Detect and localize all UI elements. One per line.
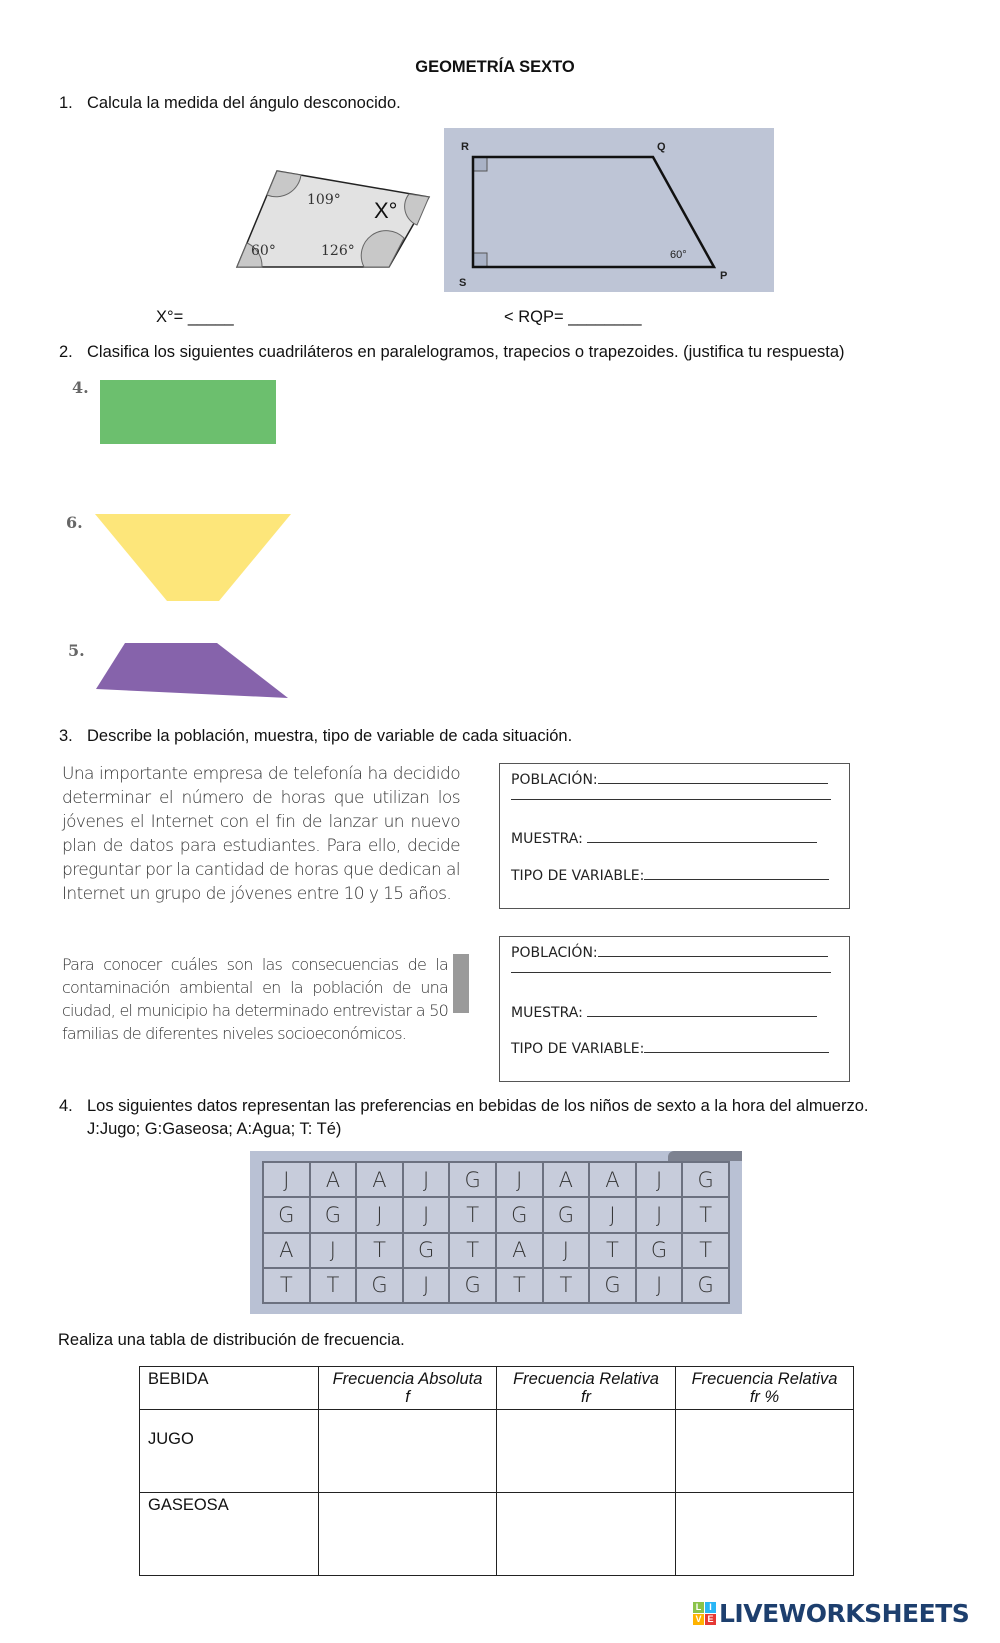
vertex-label-q: Q bbox=[657, 141, 666, 153]
grid-cell: T bbox=[310, 1268, 357, 1303]
grid-cell: J bbox=[543, 1233, 590, 1268]
grid-cell: T bbox=[449, 1197, 496, 1232]
grid-cell: G bbox=[543, 1197, 590, 1232]
frequency-table bbox=[139, 1366, 854, 1576]
grid-row bbox=[263, 1197, 729, 1232]
grid-cell: T bbox=[682, 1233, 729, 1268]
green-rectangle bbox=[100, 380, 276, 444]
header-text: Frecuencia Absoluta bbox=[332, 1370, 483, 1388]
tipo-variable-input[interactable] bbox=[644, 868, 829, 880]
tipo-variable-input[interactable] bbox=[644, 1041, 829, 1053]
page-title: GEOMETRÍA SEXTO bbox=[415, 58, 575, 76]
grid-cell: A bbox=[496, 1233, 543, 1268]
vertex-label-r: R bbox=[461, 141, 469, 153]
grid-cell: T bbox=[449, 1233, 496, 1268]
poblacion-input-line2[interactable] bbox=[511, 788, 831, 800]
logo-badge bbox=[693, 1602, 716, 1625]
angle-label: 60° bbox=[670, 249, 687, 261]
header-symbol: f bbox=[405, 1388, 410, 1406]
grid-cell: J bbox=[263, 1162, 310, 1197]
grid-cell: J bbox=[636, 1162, 683, 1197]
question-4-text: Los siguientes datos representan las preferencias en bebidas de los niños de sexto a la hora del almuerzo. bbox=[87, 1097, 869, 1115]
logo-badge-letter: I bbox=[705, 1602, 716, 1613]
angle-label: 60° bbox=[251, 243, 276, 259]
instruction-text: Realiza una tabla de distribución de frecuencia. bbox=[58, 1331, 405, 1349]
purple-trapezoid bbox=[95, 643, 295, 701]
header-text: Frecuencia Relativa bbox=[691, 1370, 838, 1388]
angle-label: 126° bbox=[321, 243, 355, 259]
grid-cell: A bbox=[543, 1162, 590, 1197]
question-number: 1. bbox=[59, 94, 73, 112]
cell-input[interactable] bbox=[676, 1410, 854, 1493]
cell-input[interactable] bbox=[497, 1493, 676, 1576]
grid-cell: T bbox=[356, 1233, 403, 1268]
yellow-trapezoid bbox=[95, 514, 295, 604]
answer-rqp-field[interactable]: < RQP= ________ bbox=[504, 308, 642, 326]
unknown-angle-label: X° bbox=[374, 198, 398, 223]
grid-row bbox=[263, 1162, 729, 1197]
vertex-label-p: P bbox=[720, 270, 728, 282]
grid-cell: G bbox=[636, 1233, 683, 1268]
tipo-variable-label: TIPO DE VARIABLE: bbox=[511, 1041, 645, 1057]
muestra-label: MUESTRA: bbox=[511, 1005, 583, 1021]
muestra-input[interactable] bbox=[587, 831, 817, 843]
grid-cell: G bbox=[356, 1268, 403, 1303]
logo-badge-letter: L bbox=[693, 1602, 704, 1613]
vertex-label-s: S bbox=[459, 277, 467, 289]
liveworksheets-logo bbox=[693, 1599, 969, 1628]
question-1-text: Calcula la medida del ángulo desconocido. bbox=[87, 94, 401, 112]
cell-input[interactable] bbox=[319, 1493, 497, 1576]
grid-cell: J bbox=[310, 1233, 357, 1268]
grid-cell: G bbox=[589, 1268, 636, 1303]
cell-input[interactable] bbox=[676, 1493, 854, 1576]
poblacion-label: POBLACIÓN: bbox=[511, 945, 598, 961]
grid-cell: J bbox=[589, 1197, 636, 1232]
grid-cell: G bbox=[310, 1197, 357, 1232]
poblacion-input[interactable] bbox=[598, 945, 828, 957]
grid-cell: G bbox=[682, 1268, 729, 1303]
trapezoid-figure bbox=[444, 128, 774, 292]
tipo-variable-label: TIPO DE VARIABLE: bbox=[511, 868, 645, 884]
header-frecuencia-absoluta bbox=[319, 1367, 497, 1410]
grid-cell: J bbox=[403, 1162, 450, 1197]
shape-label: 4. bbox=[72, 378, 89, 397]
shape-label: 5. bbox=[68, 641, 85, 660]
row-label-gaseosa: GASEOSA bbox=[140, 1493, 319, 1576]
grid-cell: T bbox=[682, 1197, 729, 1232]
grid-cell: T bbox=[543, 1268, 590, 1303]
question-4-legend: J:Jugo; G:Gaseosa; A:Agua; T: Té) bbox=[87, 1120, 342, 1138]
grid-row bbox=[263, 1233, 729, 1268]
poblacion-input-line2[interactable] bbox=[511, 961, 831, 973]
answer-x-field[interactable]: X°= _____ bbox=[156, 308, 234, 326]
answer-box-1 bbox=[499, 763, 850, 909]
grid-cell: T bbox=[496, 1268, 543, 1303]
grid-cell: J bbox=[636, 1268, 683, 1303]
cell-input[interactable] bbox=[497, 1410, 676, 1493]
header-symbol: fr % bbox=[749, 1388, 780, 1406]
muestra-label: MUESTRA: bbox=[511, 831, 583, 847]
grid-cell: T bbox=[263, 1268, 310, 1303]
grid-cell: J bbox=[636, 1197, 683, 1232]
situation-1-text: Una importante empresa de telefonía ha decidido determinar el número de horas que utilizan los jóvenes el Internet con el fin de lanzar un nuevo plan de datos para estudiantes. Para ello, decide preguntar por la cantidad de horas que dedican al Internet un grupo de jóvenes entre 10 y 15 años. bbox=[62, 764, 460, 904]
grid-cell: G bbox=[682, 1162, 729, 1197]
grid-cell: G bbox=[496, 1197, 543, 1232]
question-2-text: Clasifica los siguientes cuadriláteros en paralelogramos, trapecios o trapezoides. (justifica tu respuesta) bbox=[87, 343, 845, 361]
logo-text: LIVEWORKSHEETS bbox=[719, 1599, 970, 1628]
grid-cell: G bbox=[403, 1233, 450, 1268]
header-bebida: BEBIDA bbox=[140, 1367, 319, 1410]
grid-cell: T bbox=[589, 1233, 636, 1268]
grid-cell: A bbox=[310, 1162, 357, 1197]
scan-artifact bbox=[668, 1151, 742, 1161]
question-number: 2. bbox=[59, 343, 73, 361]
grid-cell: J bbox=[403, 1268, 450, 1303]
data-grid-table bbox=[262, 1161, 730, 1304]
grid-cell: A bbox=[356, 1162, 403, 1197]
logo-badge-letter: E bbox=[705, 1614, 716, 1625]
header-frecuencia-relativa bbox=[497, 1367, 676, 1410]
grid-cell: A bbox=[263, 1233, 310, 1268]
grid-cell: G bbox=[449, 1162, 496, 1197]
grid-cell: J bbox=[403, 1197, 450, 1232]
logo-badge-letter: V bbox=[693, 1614, 704, 1625]
grid-cell: G bbox=[263, 1197, 310, 1232]
quadrilateral-figure bbox=[229, 165, 431, 285]
question-number: 4. bbox=[59, 1097, 73, 1115]
data-grid bbox=[250, 1151, 742, 1314]
header-symbol: fr bbox=[580, 1388, 592, 1406]
shape-label: 6. bbox=[66, 513, 83, 532]
poblacion-label: POBLACIÓN: bbox=[511, 772, 598, 788]
grid-cell: A bbox=[589, 1162, 636, 1197]
angle-label: 109° bbox=[307, 192, 341, 208]
grid-cell: J bbox=[496, 1162, 543, 1197]
muestra-input[interactable] bbox=[587, 1005, 817, 1017]
situation-2-text: Para conocer cuáles son las consecuencias de la contaminación ambiental en la población de una ciudad, el municipio ha determinado entrevistar a 50 familias de diferentes niveles socioeconómicos. bbox=[62, 955, 448, 1043]
grid-row bbox=[263, 1268, 729, 1303]
header-text: Frecuencia Relativa bbox=[513, 1370, 659, 1388]
grid-cell: J bbox=[356, 1197, 403, 1232]
cell-input[interactable] bbox=[319, 1410, 497, 1493]
question-number: 3. bbox=[59, 727, 73, 745]
row-label-jugo: JUGO bbox=[140, 1410, 319, 1493]
scan-artifact bbox=[453, 954, 469, 1013]
poblacion-input[interactable] bbox=[598, 772, 828, 784]
question-3-text: Describe la población, muestra, tipo de variable de cada situación. bbox=[87, 727, 573, 745]
answer-box-2 bbox=[499, 936, 850, 1082]
grid-cell: G bbox=[449, 1268, 496, 1303]
header-frecuencia-relativa-pct bbox=[676, 1367, 854, 1410]
